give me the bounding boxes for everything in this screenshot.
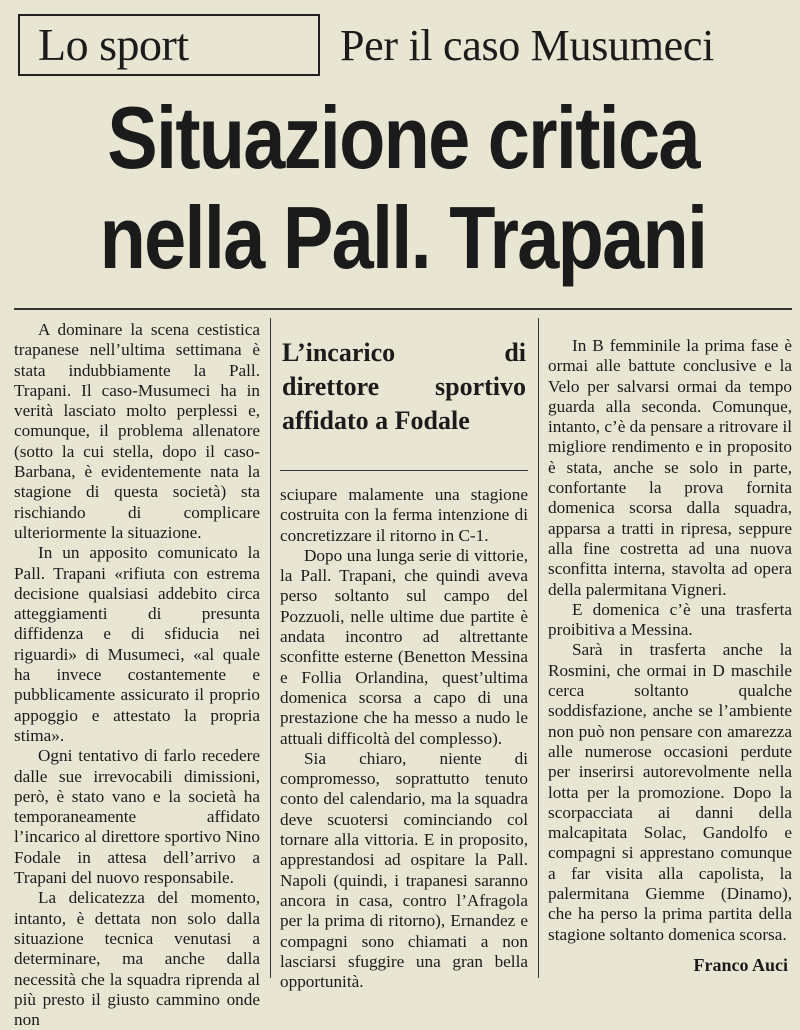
paragraph: Sia chiaro, niente di compromesso, soprattutto tenuto conto del calendario, ma la squadra deve scuotersi cominciando col tornare alla vittoria. E in proposito, apprestandosi ad ospitare la Pall. Napoli (quindi, i trapanesi saranno ancora in casa, contro l’Afragola per la prima di ritorno), Ernandez e compagni sono chiamati a non lasciarsi sfuggire una gran bella opportunità. [280,748,528,992]
byline: Franco Auci [693,955,788,975]
headline-rule [14,308,792,310]
section-label-box [18,14,320,76]
section-label: Lo sport [38,19,189,70]
subhead-rule [280,470,528,471]
paragraph: Dopo una lunga serie di vittorie, la Pall. Trapani, che quindi aveva perso soltanto sul campo del Pozzuoli, nelle ultime due partite è andata incontro ad altrettante sconfitte esterne (Benetton Messina e Follia Orlandina, quest’ultima domenica scorsa a capo di una prestazione che ha messo a nudo le attuali difficoltà del complesso). [280,545,528,748]
column-divider-1 [270,318,271,978]
column-divider-2 [538,318,539,978]
paragraph: In B femminile la prima fase è ormai alle battute conclusive e la Velo per salvarsi ormai da tempo guarda alla seconda. Comunque, intanto, c’è da pensare a ritrovare il migliore rendimento e in proposito è stata, anche se solo in parte, confortante la prova fornita domenica scorsa dalla squadra, apparsa a tratti in ripresa, seppure alla fine costretta ad una nuova sconfitta interna, stavolta ad opera della palermitana Vigneri. [548,336,792,599]
article-column-3 [548,336,792,945]
paragraph: Sarà in trasferta anche la Rosmini, che ormai in D maschile cerca soltanto qualche soddisfazione, anche se l’ambiente non può non pensare con amarezza alle numerose occasioni perdute per inserirsi autorevolmente nella lotta per la promozione. Dopo la scorpacciata ai danni della malcapitata Solac, Gandolfo e compagni si apprestano comunque a far visita alla capolista, la palermitana Giemme (Dinamo), che ha perso la prima partita della stagione soltanto domenica scorsa. [548,640,792,944]
paragraph: La delicatezza del momento, intanto, è dettata non solo dalla situazione tecnica venutasi a determinare, ma anche dalla necessità che la squadra riprenda al più presto il giusto cammino onde non [14,888,260,1030]
paragraph: A dominare la scena cestistica trapanese nell’ultima settimana è stata indubbiamente la Pall. Trapani. Il caso-Musumeci ha in verità lasciato molto perplessi e, comunque, il problema allenatore (sotto la cui stella, dopo il caso-Barbana, è evidentemente nata la stagione di questa società) sta rischiando di complicare ulteriormente la situazione. [14,320,260,542]
subheadline: L’incarico di direttore sportivo affidato a Fodale [282,338,526,435]
headline-line-2: nella Pall. Trapani [99,188,707,287]
article-column-1 [14,320,260,1030]
paragraph: In un apposito comunicato la Pall. Trapani «rifiuta con estrema decisione qualsiasi addebito circa atteggiamenti di presunta diffidenza e di sfiducia nei riguardi» di Musumeci, «al quale ha invece costantemente e pubblicamente assicurato il proprio appoggio e attestato la propria stima». [14,543,260,745]
paragraph: Ogni tentativo di farlo recedere dalle sue irrevocabili dimissioni, però, è stato vano e la società ha temporaneamente affidato l’incarico al direttore sportivo Nino Fodale in attesa dell’arrivo a Trapani del nuovo responsabile. [14,746,260,888]
article-column-2 [280,485,528,992]
paragraph: sciupare malamente una stagione costruita con la ferma intenzione di concretizzare il ritorno in C-1. [280,485,528,545]
headline-line-1: Situazione critica [107,88,699,187]
paragraph: E domenica c’è una trasferta proibitiva a Messina. [548,599,792,640]
overline: Per il caso Musumeci [340,21,715,70]
